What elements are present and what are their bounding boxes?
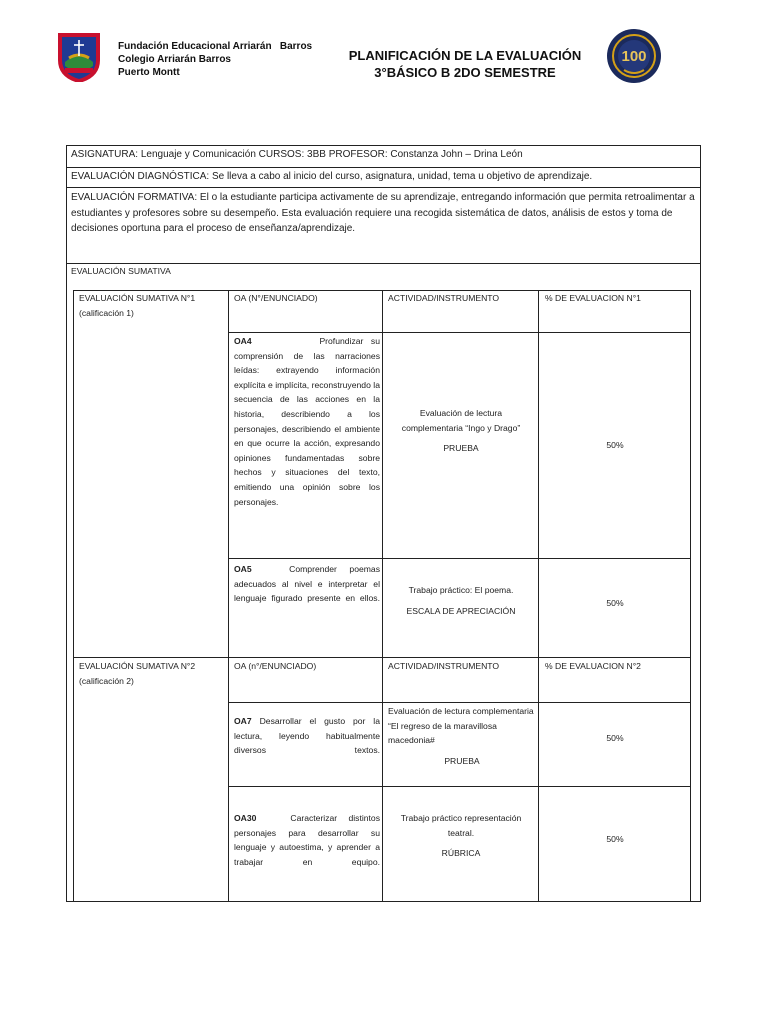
oa-cell bbox=[234, 562, 380, 620]
oa-code: OA5 bbox=[234, 564, 252, 574]
institution-line: Puerto Montt bbox=[118, 67, 180, 78]
percent-header: % DE EVALUACION N°2 bbox=[545, 661, 641, 671]
institution-name bbox=[118, 40, 312, 79]
activity-header: ACTIVIDAD/INSTRUMENTO bbox=[388, 293, 500, 303]
school-crest-logo bbox=[57, 32, 101, 82]
evaluation-plan-table bbox=[66, 145, 701, 902]
activity-cell bbox=[390, 811, 532, 861]
page-title bbox=[330, 47, 600, 81]
oa-statement: Comprender poemas adecuados al nivel e interpretar el lenguaje figurado presente en ellos. bbox=[234, 564, 380, 604]
oa-code: OA4 bbox=[234, 336, 252, 346]
row-divider bbox=[228, 332, 690, 333]
oa-code: OA30 bbox=[234, 813, 257, 823]
activity-header: ACTIVIDAD/INSTRUMENTO bbox=[388, 661, 500, 671]
oa-header: OA (N°/ENUNCIADO) bbox=[234, 293, 318, 303]
activity-description: Evaluación de lectura complementaria “El regreso de la maravillosa macedonia# bbox=[388, 706, 534, 746]
activity-cell bbox=[390, 406, 532, 456]
percent-cell: 50% bbox=[606, 834, 624, 844]
column-divider bbox=[382, 291, 383, 902]
instrument: ESCALA DE APRECIACIÓN bbox=[406, 605, 516, 616]
summative-label: EVALUACIÓN SUMATIVA bbox=[71, 266, 171, 276]
percent-cell: 50% bbox=[606, 598, 624, 608]
row-divider bbox=[228, 558, 690, 559]
activity-cell bbox=[388, 704, 536, 768]
percent-cell: 50% bbox=[606, 733, 624, 743]
row-divider bbox=[228, 702, 690, 703]
instrument: PRUEBA bbox=[443, 443, 479, 454]
row-divider bbox=[228, 786, 690, 787]
title-line-1: PLANIFICACIÓN DE LA EVALUACIÓN bbox=[348, 48, 582, 63]
block-divider bbox=[74, 657, 690, 658]
oa-cell bbox=[234, 714, 380, 772]
formative-evaluation: EVALUACIÓN FORMATIVA: El o la estudiante participa activamente de su aprendizaje, entregando información que permita retroalimentar a estudiantes y profesores sobre su desempeño. Esta evaluación requiere una recogida sistemática de datos, análisis de estos y toma de decisiones oportuna para el proceso de enseñanza/aprendizaje. bbox=[71, 192, 695, 234]
activity-description: Trabajo práctico: El poema. bbox=[408, 585, 514, 595]
instrument: RÚBRICA bbox=[441, 848, 481, 859]
subject-info: ASIGNATURA: Lenguaje y Comunicación CURSOS: 3BB PROFESOR: Constanza John – Drina León bbox=[71, 149, 523, 160]
title-line-2: 3°BÁSICO B 2DO SEMESTRE bbox=[374, 65, 556, 80]
oa-code: OA7 bbox=[234, 716, 252, 726]
oa-statement: Desarrollar el gusto por la lectura, leyendo habitualmente diversos textos. bbox=[234, 716, 380, 756]
summative-1-name: EVALUACIÓN SUMATIVA N°1 (calificación 1) bbox=[79, 293, 196, 318]
percent-header: % DE EVALUACION N°1 bbox=[545, 293, 641, 303]
column-divider bbox=[228, 291, 229, 902]
row-divider bbox=[67, 187, 700, 188]
institution-line: Colegio Arriarán Barros bbox=[118, 54, 231, 65]
summative-2-name: EVALUACIÓN SUMATIVA N°2 (calificación 2) bbox=[79, 661, 196, 686]
instrument: PRUEBA bbox=[444, 755, 480, 766]
diagnostic-evaluation: EVALUACIÓN DIAGNÓSTICA: Se lleva a cabo al inicio del curso, asignatura, unidad, tema u objetivo de aprendizaje. bbox=[71, 171, 593, 182]
oa-cell bbox=[234, 334, 380, 524]
oa-cell bbox=[234, 811, 380, 884]
centenary-seal-logo bbox=[606, 28, 662, 84]
activity-description: Evaluación de lectura complementaria “Ingo y Drago” bbox=[401, 408, 521, 433]
oa-header: OA (n°/ENUNCIADO) bbox=[234, 661, 317, 671]
row-divider bbox=[67, 167, 700, 168]
summative-grid bbox=[73, 290, 691, 902]
oa-statement: Caracterizar distintos personajes para desarrollar su lenguaje y autoestima, y aprender a trabajar en equipo. bbox=[234, 813, 380, 867]
institution-line: Fundación Educacional Arriarán Barros bbox=[118, 41, 313, 52]
activity-description: Trabajo práctico representación teatral. bbox=[400, 813, 522, 838]
oa-statement: Profundizar su comprensión de las narraciones leídas: extrayendo información explícita e implícita, reconstruyendo la secuencia de las acciones en la historia, describiendo a los personajes, describiendo el ambiente en que ocurre la acción, expresando opiniones fundamentadas sobre hechos y situaciones del texto, emitiendo una opinión sobre los personajes. bbox=[234, 336, 380, 507]
activity-cell bbox=[390, 583, 532, 618]
percent-cell: 50% bbox=[606, 440, 624, 450]
svg-text:100: 100 bbox=[621, 48, 647, 65]
